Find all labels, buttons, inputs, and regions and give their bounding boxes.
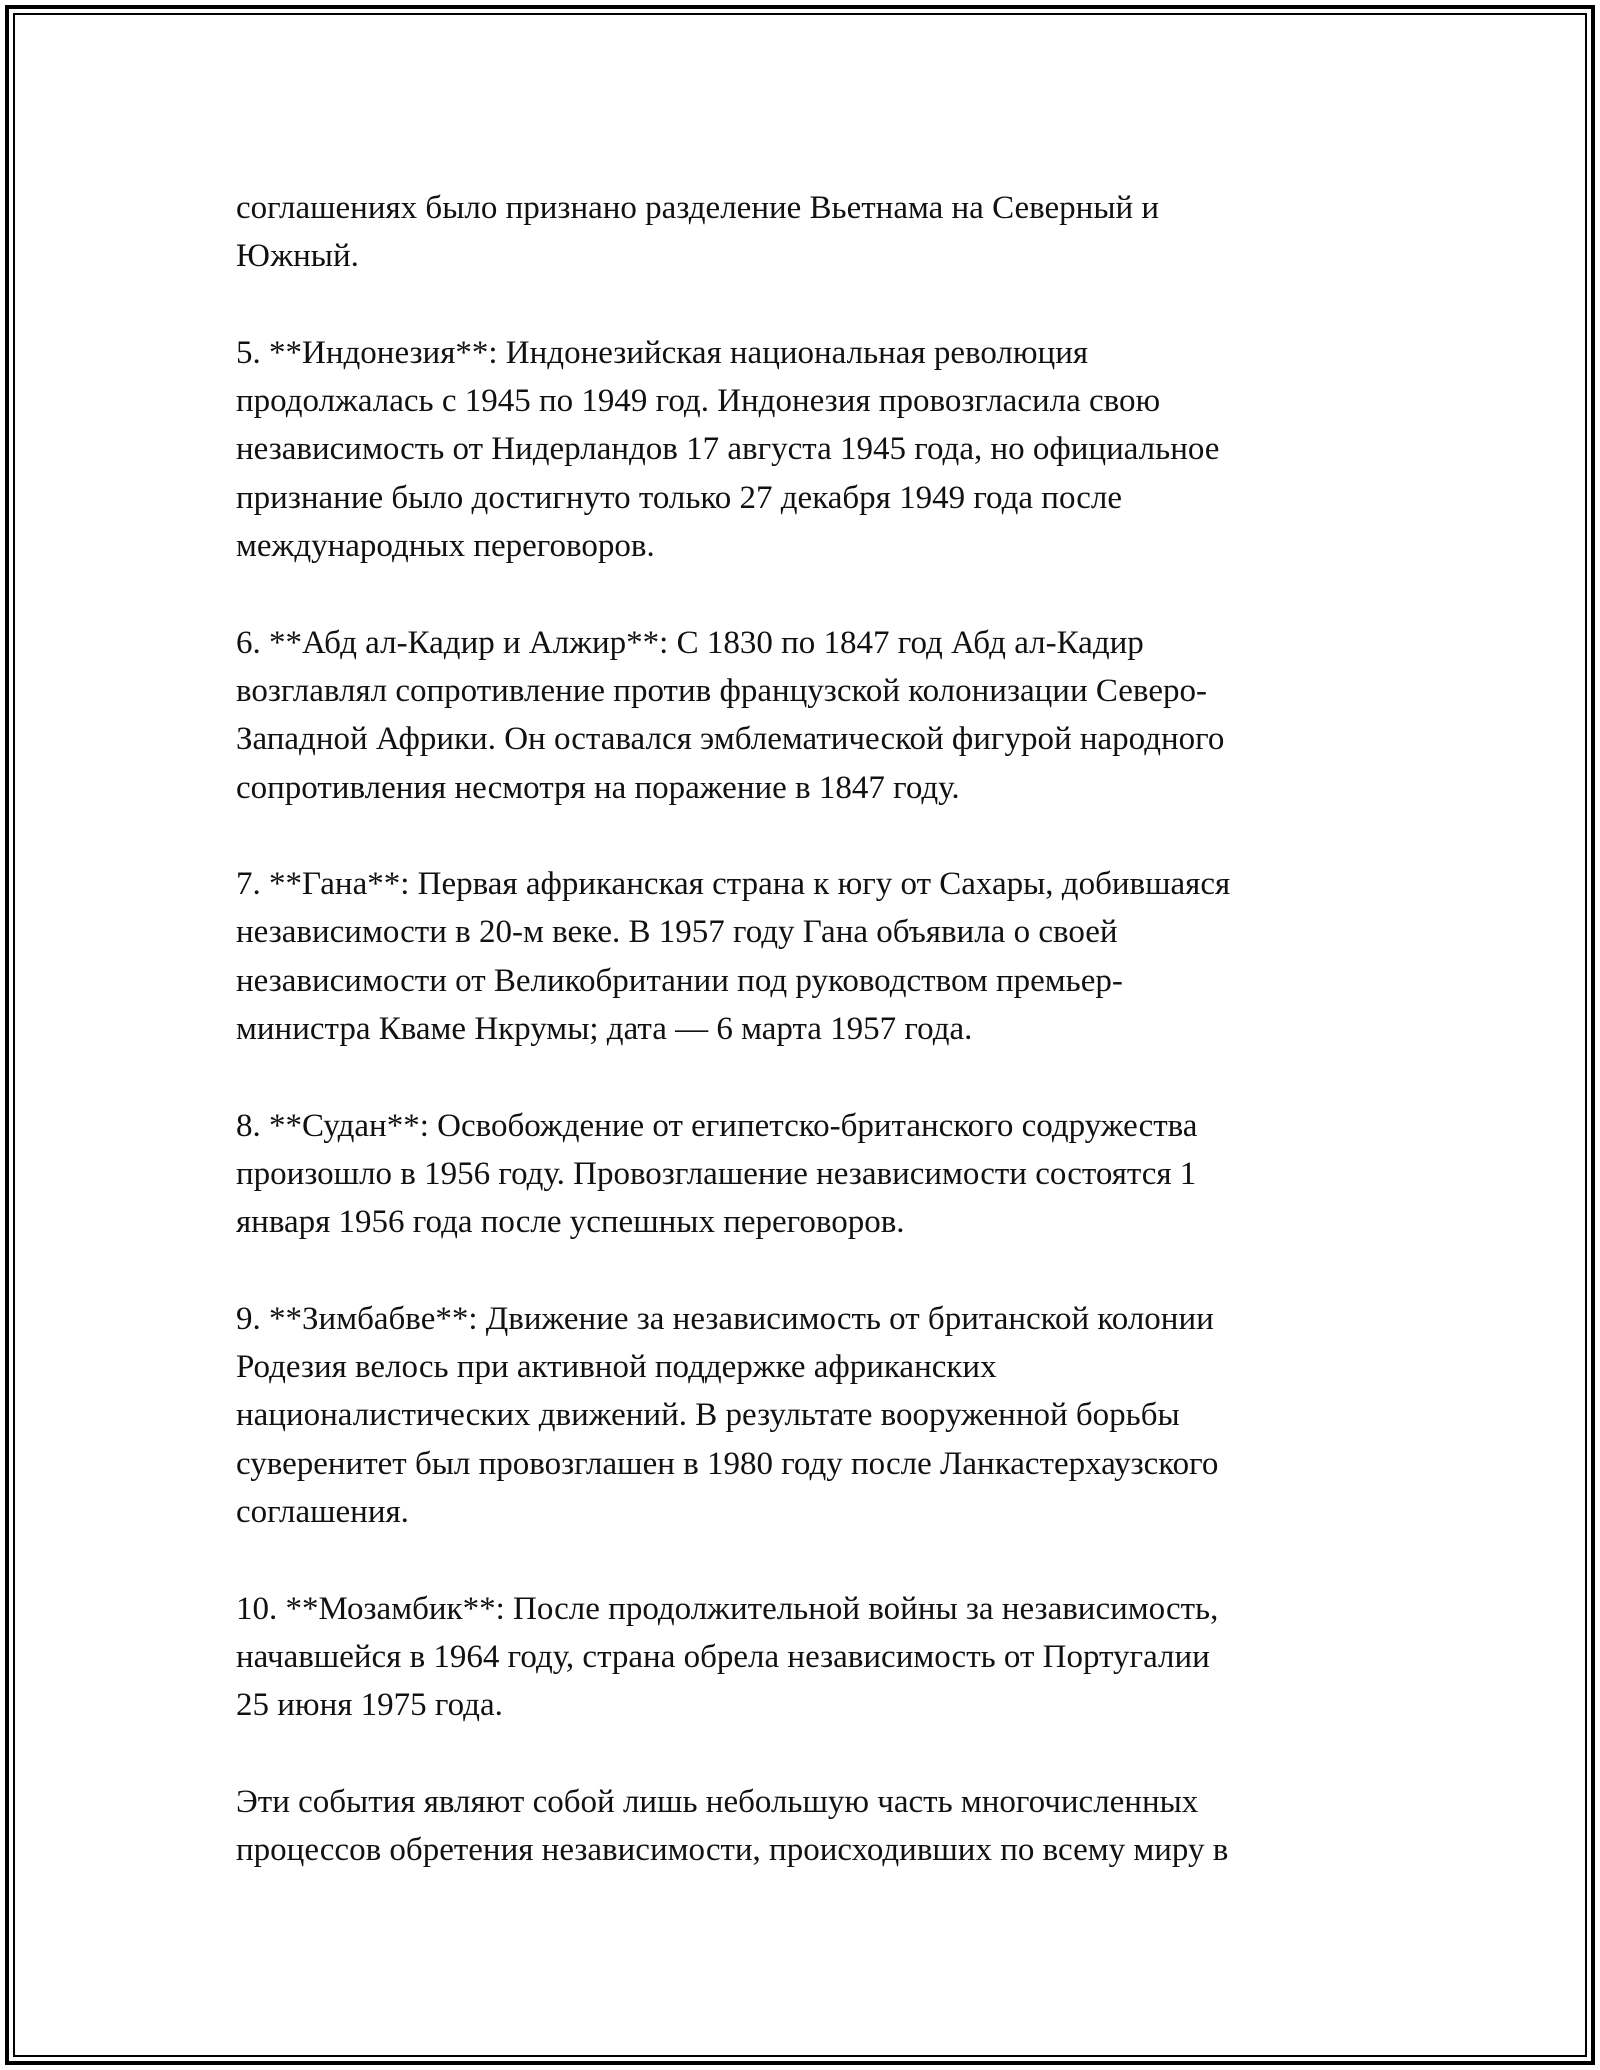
paragraph-mozambique: 10. **Мозамбик**: После продолжительной войны за независимость, начавшейся в 1964 году, страна обрела независимость от Португалии 25 июня 1975 года.	[236, 1590, 1219, 1724]
paragraph-zimbabwe: 9. **Зимбабве**: Движение за независимость от британской колонии Родезия велось при активной поддержке африканских националистических движений. В результате вооруженной борьбы суверенитет был провозглашен в 1980 году после Ланкастерхаузского соглашения.	[236, 1300, 1219, 1531]
paragraph-indonesia: 5. **Индонезия**: Индонезийская национальная революция продолжалась с 1945 по 1949 год. Индонезия провозгласила свою независимость от Нидерландов 17 августа 1945 года, но официальное признание было достигнуто только 27 декабря 1949 года после международных переговоров.	[236, 334, 1220, 565]
paragraph-conclusion: Эти события являют собой лишь небольшую часть многочисленных процессов обретения независимости, происходивших по всему миру в	[236, 1783, 1229, 1869]
paragraph-vietnam-continuation: соглашениях было признано разделение Вьетнама на Северный и Южный.	[236, 190, 1160, 275]
paragraph-abd-al-qadir-algeria: 6. **Абд ал-Кадир и Алжир**: С 1830 по 1847 год Абд ал-Кадир возглавлял сопротивление против французской колонизации Северо- Западной Африки. Он оставался эмблематической фигурой народного сопротивления несмотря на поражение в 1847 году.	[236, 624, 1225, 806]
paragraph-ghana: 7. **Гана**: Первая африканская страна к югу от Сахары, добившаяся независимости в 20-м веке. В 1957 году Гана объявила о своей независимости от Великобритании под руководством премьер- министра Кваме Нкрумы; дата — 6 марта 1957 года.	[236, 866, 1231, 1048]
document-body	[236, 184, 1386, 1923]
paragraph-sudan: 8. **Судан**: Освобождение от египетско-британского содружества произошло в 1956 году. Провозглашение независимости состоятся 1 января 1956 года после успешных переговоров.	[236, 1107, 1198, 1241]
